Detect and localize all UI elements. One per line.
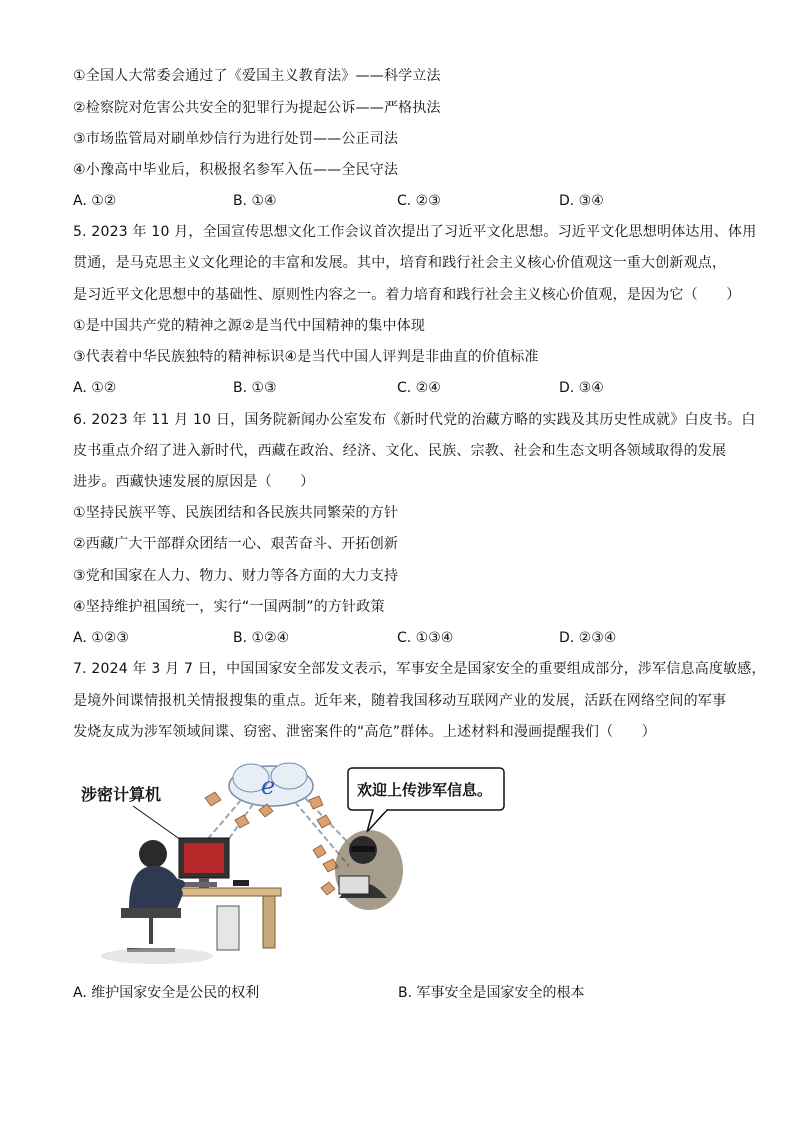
q7-stem-line-1: 7. 2024 年 3 月 7 日，中国国家安全部发文表示，军事安全是国家安全的重要组成部分，涉军信息高度敏感， [73,661,766,677]
q6-item-3: ③党和国家在人力、物力、财力等各方面的大力支持 [73,568,399,584]
q4-option-d[interactable]: D. ③④ [559,193,604,209]
q4-item-4: ④小豫高中毕业后，积极报名参军入伍——全民守法 [73,162,399,178]
q6-item-4: ④坚持维护祖国统一，实行“一国两制”的方针政策 [73,599,385,615]
q6-stem-line-3: 进步。西藏快速发展的原因是（ ） [73,474,315,490]
ie-logo-icon: e [261,772,276,800]
q6-option-c[interactable]: C. ①③④ [397,630,454,646]
q5-option-c[interactable]: C. ②④ [397,380,441,396]
speech-bubble-text: 欢迎上传涉军信息。 [357,781,493,799]
q4-option-c[interactable]: C. ②③ [397,193,441,209]
q5-options [73,378,733,398]
q7-option-a[interactable]: A. 维护国家安全是公民的权利 [73,985,260,1001]
q6-stem-line-2: 皮书重点介绍了进入新时代，西藏在政治、经济、文化、民族、宗教、社会和生态文明各领域取得的发展 [73,443,727,459]
q7-stem-line-3: 发烧友成为涉军领域间谍、窃密、泄密案件的“高危”群体。上述材料和漫画提醒我们（ ） [73,724,656,740]
q7-options [73,983,733,1003]
q6-option-b[interactable]: B. ①②④ [233,630,290,646]
q4-option-a[interactable]: A. ①② [73,193,117,209]
q6-option-d[interactable]: D. ②③④ [559,630,617,646]
q4-item-2: ②检察院对危害公共安全的犯罪行为提起公诉——严格执法 [73,100,441,116]
internet-cloud-icon [229,763,313,806]
laptop-icon [339,876,369,894]
q4-options [73,191,733,211]
label-pointer-line [133,806,181,840]
cartoon-label-classified-computer: 涉密计算机 [81,785,162,804]
speech-bubble [348,768,504,832]
q4-item-3: ③市场监管局对刷单炒信行为进行处罚——公正司法 [73,131,399,147]
spy-figure [335,830,403,910]
office-worker [101,838,281,964]
q5-stem-line-1: 5. 2023 年 10 月，全国宣传思想文化工作会议首次提出了习近平文化思想。习近平文化思想明体达用、体用 [73,224,757,240]
q7-option-b[interactable]: B. 军事安全是国家安全的根本 [398,985,585,1001]
cartoon-illustration [73,758,513,970]
q6-option-a[interactable]: A. ①②③ [73,630,129,646]
q5-stem-line-3: 是习近平文化思想中的基础性、原则性内容之一。着力培育和践行社会主义核心价值观，是因为它（ ） [73,287,741,303]
q4-item-1: ①全国人大常委会通过了《爱国主义教育法》——科学立法 [73,68,441,84]
q7-stem-line-2: 是境外间谍情报机关情报搜集的重点。近年来，随着我国移动互联网产业的发展，活跃在网络空间的军事 [73,693,727,709]
q6-item-2: ②西藏广大干部群众团结一心、艰苦奋斗、开拓创新 [73,536,399,552]
q6-options [73,628,733,648]
q5-option-d[interactable]: D. ③④ [559,380,604,396]
q5-item-2: ③代表着中华民族独特的精神标识④是当代中国人评判是非曲直的价值标准 [73,349,539,365]
q5-stem-line-2: 贯通，是马克思主义文化理论的丰富和发展。其中，培育和践行社会主义核心价值观这一重大创新观点， [73,255,727,271]
q5-option-a[interactable]: A. ①② [73,380,117,396]
q5-option-b[interactable]: B. ①③ [233,380,277,396]
computer-tower-icon [217,906,239,950]
q6-item-1: ①坚持民族平等、民族团结和各民族共同繁荣的方针 [73,505,399,521]
q4-option-b[interactable]: B. ①④ [233,193,277,209]
q5-item-1: ①是中国共产党的精神之源②是当代中国精神的集中体现 [73,318,426,334]
q6-stem-line-1: 6. 2023 年 11 月 10 日，国务院新闻办公室发布《新时代党的治藏方略的实践及其历史性成就》白皮书。白 [73,412,756,428]
